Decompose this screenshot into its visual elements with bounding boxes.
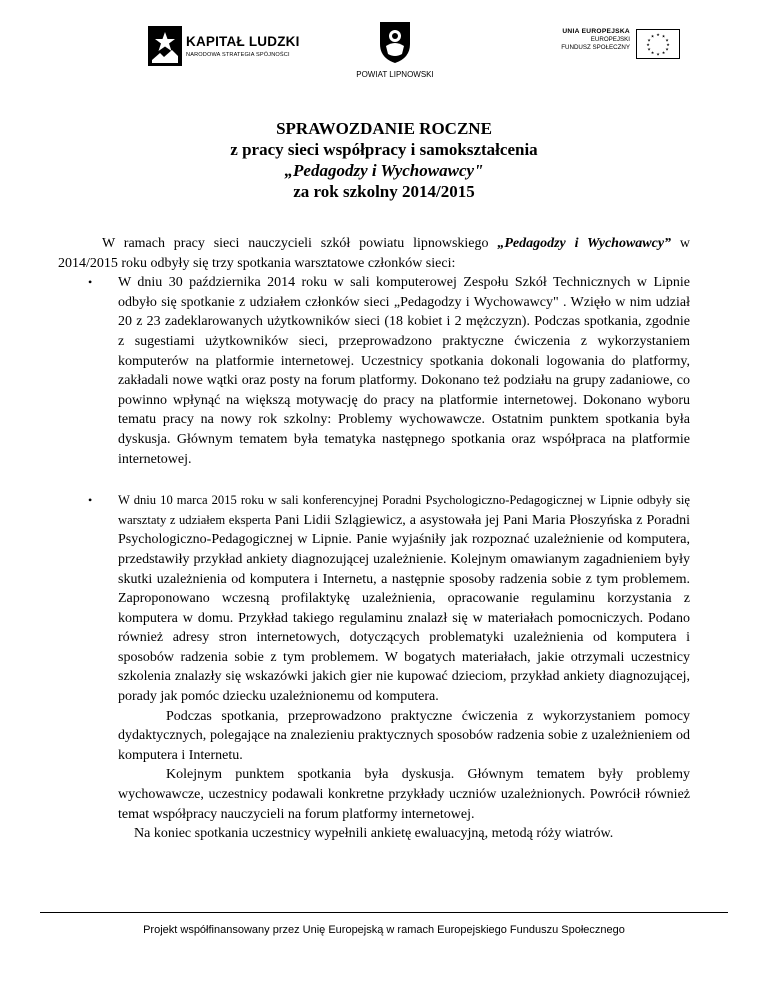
list-item-meeting-1 bbox=[78, 273, 690, 469]
svg-text:★: ★ bbox=[650, 50, 655, 55]
svg-text:★: ★ bbox=[656, 51, 660, 57]
bullet-icon: • bbox=[88, 275, 93, 290]
kapital-ludzki-logo bbox=[148, 26, 328, 68]
footer-text: Projekt współfinansowany przez Unię Europejską w ramach Europejskiego Funduszu Społecznego bbox=[143, 924, 625, 936]
kapital-ludzki-subtitle: NARODOWA STRATEGIA SPÓJNOŚCI bbox=[186, 52, 290, 58]
title-line-4: za rok szkolny 2014/2015 bbox=[293, 182, 475, 201]
kapital-ludzki-mark-icon bbox=[148, 26, 182, 66]
meeting-2-text-start: W dniu 10 marca 2015 roku w sali konferencyjnej Poradni Psychologiczno-Pedagogicznej w Lipnie odbyły się warsztaty z udziałem eksperta bbox=[118, 493, 690, 527]
meeting-2-para-3: Kolejnym punktem spotkania była dyskusja. Głównym tematem były problemy wychowawcze, uczestnicy podawali konkretne przykłady uczniów uzależnionych. Powrócił również temat współpracy nauczycieli na forum platformy internetowej. bbox=[118, 767, 690, 822]
svg-text:★: ★ bbox=[665, 46, 669, 52]
title-line-1: SPRAWOZDANIE ROCZNE bbox=[276, 119, 492, 138]
svg-text:★: ★ bbox=[661, 33, 666, 39]
svg-text:★: ★ bbox=[650, 33, 655, 39]
svg-text:★: ★ bbox=[646, 42, 650, 47]
report-body bbox=[58, 234, 690, 844]
meeting-2-text: Pani Lidii Szlągiewicz, a asystowała jej Pani Maria Płoszyńska z Poradni Psychologiczno-Pedagogicznej w Lipnie. Panie wyjaśniły jak rozpoznać uzależnienie od komputera, przedstawiły przykład ankiety diagnozującej uzależnienie. Kolejnym omawianym zagadnieniem były skutki uzależnienia od komputera i Internetu, a następnie sposoby radzenia sobie z tym problemem. Zaproponowano wczesną profilaktykę uzależnienia, opracowanie regulaminu korzystania z komputera w domu. Przykład takiego regulaminu znalazł się w materiałach pomocniczych. Podano również adresy stron internetowych, dotyczących problematyki uzależnienia od komputera i sposobów radzenia sobie z tym problemem. W bogatych materiałach, jakie otrzymali uczestnicy szkolenia znalazły się wskazówki jakich gier nie kupować dzieciom, przykład ankiety diagnozującej, porady jak pomóc dziecku uzależnionemu od komputera. bbox=[118, 512, 690, 705]
intro-after: w 2014/2015 roku odbyły się trzy spotkania warsztatowe członków sieci: bbox=[58, 236, 690, 271]
intro-paragraph bbox=[58, 234, 690, 273]
svg-text:★: ★ bbox=[656, 32, 660, 37]
eu-text bbox=[561, 28, 630, 52]
eu-line-1: UNIA EUROPEJSKA bbox=[562, 28, 630, 35]
kapital-ludzki-title: KAPITAŁ LUDZKI bbox=[186, 34, 300, 49]
report-title bbox=[0, 118, 768, 202]
meeting-2-para-2: Podczas spotkania, przeprowadzono praktyczne ćwiczenia z wykorzystaniem pomocy dydaktycznych, polegające na znalezieniu praktycznych sposobów radzenia sobie z uzależnieniem od komputera i Internetu. bbox=[118, 708, 690, 763]
bullet-icon: • bbox=[88, 493, 93, 508]
svg-text:★: ★ bbox=[647, 37, 651, 43]
eu-flag-icon bbox=[636, 29, 680, 59]
footer-divider bbox=[40, 912, 728, 913]
eu-line-3: FUNDUSZ SPOŁECZNY bbox=[561, 44, 630, 51]
eu-logo bbox=[526, 28, 686, 64]
powiat-coat-of-arms-icon bbox=[378, 20, 412, 64]
title-line-2: z pracy sieci współpracy i samokształcenia bbox=[230, 140, 538, 159]
svg-text:★: ★ bbox=[647, 46, 651, 52]
powiat-logo bbox=[352, 20, 438, 86]
list-item-meeting-2 bbox=[78, 491, 690, 824]
svg-text:★: ★ bbox=[666, 42, 670, 47]
svg-text:★: ★ bbox=[661, 50, 666, 55]
eu-line-2: EUROPEJSKI bbox=[590, 36, 630, 43]
powiat-label: POWIAT LIPNOWSKI bbox=[356, 70, 434, 79]
intro-emphasis: „Pedagodzy i Wychowawcy” bbox=[497, 236, 672, 251]
svg-text:★: ★ bbox=[665, 37, 669, 43]
intro-before: W ramach pracy sieci nauczycieli szkół powiatu lipnowskiego bbox=[102, 236, 498, 251]
meeting-2-para-4: Na koniec spotkania uczestnicy wypełnili ankietę ewaluacyjną, metodą róży wiatrów. bbox=[134, 826, 614, 842]
title-line-3: „Pedagodzy i Wychowawcy" bbox=[284, 161, 484, 180]
meeting-1-text: W dniu 30 października 2014 roku w sali komputerowej Zespołu Szkół Technicznych w Lipnie odbyło się spotkanie z udziałem członków sieci „Pedagodzy i Wychowawcy" . Wzięło w nim udział 20 z 23 zadeklarowanych użytkowników sieci (18 kobiet i 2 mężczyzn). Podczas spotkania, zgodnie z sugestiami użytkowników sieci, przeprowadzono praktyczne ćwiczenia z wykorzystaniem komputerów na platformie internetowej. Uczestnicy spotkania dokonali logowania do platformy, zakładali nowe wątki oraz posty na forum platformy. Dokonano też podziału na grupy zadaniowe, co powinno wpłynąć na większą motywację do pracy na platformie internetowej. Dokonano wyboru tematu pracy na nowy rok szkolny: Problemy wychowawcze. Ostatnim punktem spotkania była dyskusja. Głównym tematem była tematyka następnego spotkania oraz współpraca na platformie internetowej. bbox=[118, 275, 690, 467]
